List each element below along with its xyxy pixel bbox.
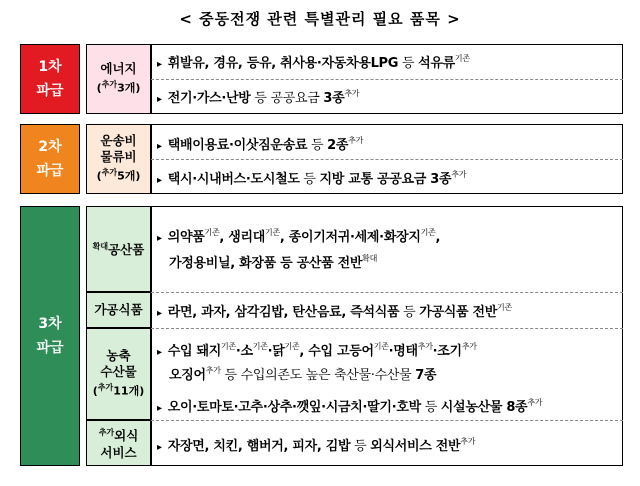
- category-industrial: [86, 206, 151, 292]
- category-transport-count: ($^{추가}$5개): [96, 168, 141, 183]
- row-industrial-2: 가정용비닐, 화장품 등 공산품 전반$^{확대}$: [169, 254, 378, 271]
- row-transport-local: ▸ 택시·시내버스·도시철도 등 지방 교통 공공요금 3종$^{추가}$: [157, 170, 467, 187]
- category-transport: [86, 124, 151, 194]
- category-transport-line2: 물류비: [100, 149, 137, 165]
- wave-2-label: [20, 124, 80, 194]
- energy-divider: [151, 79, 623, 80]
- category-processed-name: 가공식품: [94, 302, 143, 317]
- row-industrial-1: ▸ 의약품$^{기존}$, 생리대$^{기존}$, 종이기저귀·세제·화장지$^{기존}$,: [157, 228, 441, 245]
- row-energy-utilities: ▸ 전기·가스·난방 등 공공요금 3종$^{추가}$: [157, 89, 360, 106]
- wave-1-line2: 파급: [36, 83, 64, 99]
- industrial-divider: [151, 292, 623, 293]
- wave-2-line1: 2차: [38, 139, 62, 155]
- category-energy: [86, 44, 151, 114]
- row-agri-imports: ▸ 수입 돼지$^{기존}$·소$^{기존}$·닭$^{기존}$, 수입 고등어$^{기존}$·명태$^{추가}$·조기$^{추가}$: [157, 342, 477, 359]
- wave-3-line2: 파급: [36, 340, 64, 356]
- wave-1-line1: 1차: [38, 59, 62, 75]
- category-agri: [86, 328, 151, 420]
- row-agri-squid: 오징어$^{추가}$ 등 수입의존도 높은 축산물·수산물 7종: [169, 366, 437, 383]
- category-agri-count: ($^{추가}$11개): [92, 383, 145, 398]
- category-dining: [86, 420, 151, 466]
- category-energy-count: ($^{추가}$3개): [96, 80, 141, 95]
- row-agri-greenhouse: ▸ 오이·토마토·고추·상추·깻잎·시금치·딸기·호박 등 시설농산물 8종$^{추가}$: [157, 398, 543, 415]
- wave-2-line2: 파급: [36, 163, 64, 179]
- third-wave-content-box: [151, 206, 623, 466]
- agri-divider: [151, 420, 623, 421]
- category-industrial-name: $^{확대}$공산품: [92, 242, 145, 258]
- transport-divider: [151, 159, 623, 160]
- row-transport-delivery: ▸ 택배이용료·이삿짐운송료 등 2종$^{추가}$: [157, 136, 364, 153]
- category-agri-line2: 수산물: [100, 364, 137, 380]
- wave-3-label: [20, 206, 80, 466]
- category-dining-line2: 서비스: [100, 444, 137, 460]
- wave-3-line1: 3차: [38, 316, 62, 332]
- wave-1-label: [20, 44, 80, 114]
- row-dining: ▸ 자장면, 치킨, 햄버거, 피자, 김밥 등 외식서비스 전반$^{추가}$: [157, 437, 476, 454]
- category-processed: [86, 292, 151, 328]
- category-energy-name: 에너지: [100, 61, 137, 77]
- category-dining-line1: $^{추가}$외식: [98, 428, 139, 444]
- category-agri-line1: 농축: [106, 348, 131, 364]
- page-title: < 중동전쟁 관련 특별관리 필요 품목 >: [179, 10, 461, 28]
- row-processed: ▸ 라면, 과자, 삼각김밥, 탄산음료, 즉석식품 등 가공식품 전반$^{기존}$: [157, 303, 512, 320]
- category-transport-line1: 운송비: [100, 133, 137, 149]
- row-energy-fuel: ▸ 휘발유, 경유, 등유, 취사용·자동차용LPG 등 석유류$^{기존}$: [157, 54, 470, 71]
- processed-divider: [151, 328, 623, 329]
